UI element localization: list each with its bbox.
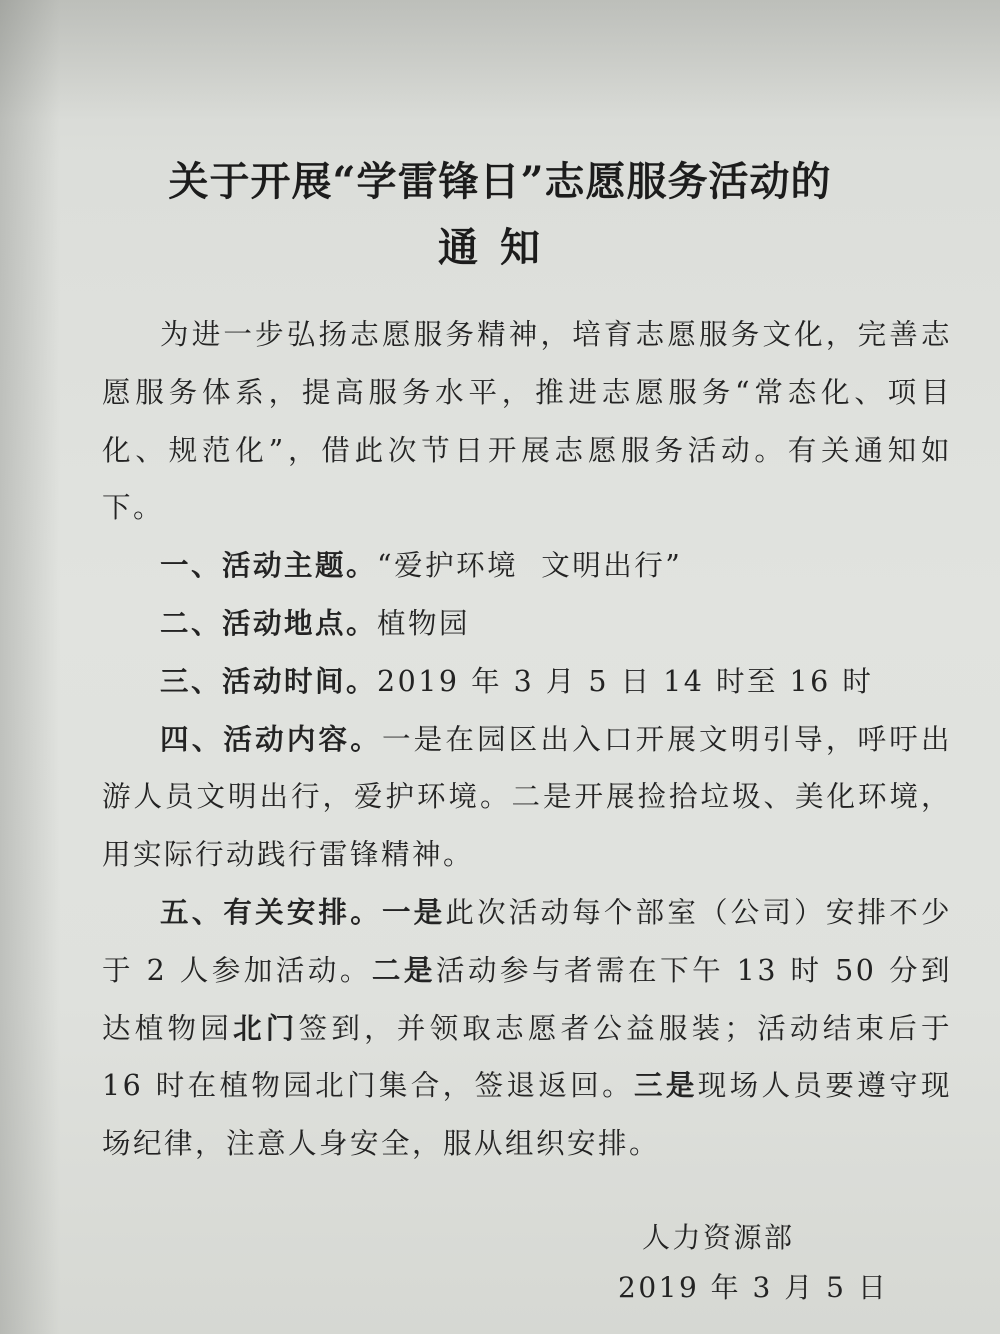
section-heading: 一、活动主题。 (160, 548, 378, 583)
page-shadow-top (0, 0, 1000, 120)
section-location (102, 595, 952, 653)
document-title: 关于开展“学雷锋日”志愿服务活动的 (168, 158, 832, 205)
signature-date: 2019 年 3 月 5 日 (618, 1271, 889, 1304)
section-heading: 三、活动时间。 (160, 663, 378, 698)
item-marker: 一是 (381, 894, 446, 929)
item-marker: 二是 (371, 952, 436, 987)
section-heading: 五、有关安排。 (160, 894, 382, 929)
arrangement-text: 此次活动每个部室（公司）安排不少于 2 人参加活动。 (102, 895, 952, 987)
section-text: “爱护环境 文明出行” (377, 549, 683, 583)
signature-department: 人力资源部 (642, 1221, 795, 1254)
section-heading: 二、活动地点。 (160, 605, 378, 640)
intro-paragraph: 为进一步弘扬志愿服务精神，培育志愿服务文化，完善志愿服务体系，提高服务水平，推进志愿服务“常态化、项目化、规范化”，借此次节日开展志愿服务活动。有关通知如下。 (102, 318, 952, 525)
section-time (102, 653, 952, 711)
section-theme (102, 537, 952, 595)
arrangement-text: 现场人员要遵守现场纪律，注意人身安全，服从组织安排。 (102, 1069, 952, 1161)
section-text: 植物园 (377, 606, 471, 640)
arrangement-text: 活动参与者需在下午 13 时 50 分到达植物园 (102, 953, 952, 1045)
arrangement-text: 签到，并领取志愿者公益服装；活动结束后于 16 时在植物园北门集合，签退返回。 (102, 1011, 952, 1103)
section-text: 一是在园区出入口开展文明引导，呼吁出游人员文明出行，爱护环境。二是开展捡拾垃圾、美化环境，用实际行动践行雷锋精神。 (102, 722, 952, 872)
location-emphasis: 北门 (233, 1010, 299, 1045)
document-subtitle: 通知 (438, 224, 562, 271)
item-marker: 三是 (634, 1068, 698, 1103)
section-arrangements (102, 884, 952, 1173)
section-text: 2019 年 3 月 5 日 14 时至 16 时 (377, 664, 874, 698)
section-heading: 四、活动内容。 (160, 721, 382, 756)
document-body (102, 306, 952, 1173)
section-content (102, 711, 952, 884)
